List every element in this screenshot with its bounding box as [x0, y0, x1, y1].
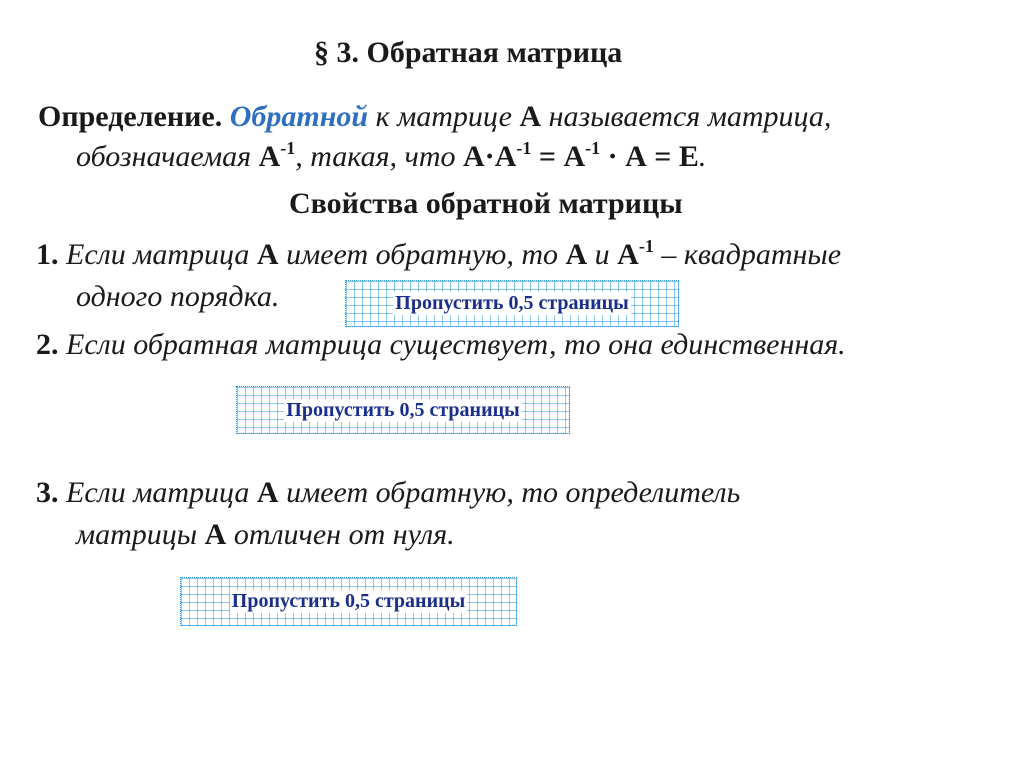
skip-half-page-button-1[interactable]: [345, 280, 679, 327]
property-2: [36, 328, 846, 362]
property-1-line-2: одного порядка.: [76, 280, 280, 313]
equation-part: · А = Е: [600, 140, 699, 173]
definition-text: называется матрица,: [541, 100, 832, 133]
equation: [463, 140, 699, 173]
property-3-line-1: [36, 476, 740, 510]
property-text: – квадратные: [653, 238, 842, 271]
property-text: имеет обратную, то определитель: [278, 476, 741, 509]
properties-heading: Свойства обратной матрицы: [289, 187, 683, 220]
definition-line-2: [76, 140, 706, 174]
property-number: 3.: [36, 476, 59, 509]
property-number: 2.: [36, 328, 59, 361]
matrix-symbol: А: [258, 140, 281, 173]
definition-text: .: [698, 140, 707, 173]
dot-operator: ·: [484, 140, 495, 173]
property-text: Если обратная матрица существует, то она единственная.: [58, 328, 846, 361]
definition-text: , такая, что: [295, 140, 463, 173]
matrix-symbol: А: [463, 140, 485, 173]
inverse-exponent: -1: [280, 138, 296, 158]
definition-text: к матрице: [368, 100, 520, 133]
inverse-exponent: -1: [516, 138, 532, 158]
property-text: Если матрица: [58, 476, 257, 509]
property-number: 1.: [36, 238, 59, 271]
matrix-symbol: А: [617, 238, 639, 271]
property-text: отличен от нуля.: [226, 518, 455, 551]
section-title: § 3. Обратная матрица: [314, 36, 623, 69]
matrix-symbol: А: [204, 518, 227, 551]
inverse-exponent: -1: [638, 236, 654, 256]
matrix-symbol: А: [565, 238, 588, 271]
definition-label: Определение.: [38, 100, 223, 133]
property-1-line-1: [36, 238, 841, 272]
inverse-exponent: -1: [585, 138, 601, 158]
property-text: имеет обратную, то: [278, 238, 566, 271]
matrix-symbol: А: [256, 238, 279, 271]
property-text: Если матрица: [58, 238, 257, 271]
definition-text: обозначаемая: [76, 140, 259, 173]
property-3-line-2: [76, 518, 455, 552]
skip-button-label: Пропустить 0,5 страницы: [395, 292, 629, 314]
skip-button-label: Пропустить 0,5 страницы: [286, 398, 520, 421]
skip-half-page-button-2[interactable]: [236, 386, 570, 434]
property-text: и: [587, 238, 618, 271]
skip-half-page-button-3[interactable]: [180, 577, 517, 626]
skip-button-label: Пропустить 0,5 страницы: [231, 590, 466, 612]
matrix-symbol: А: [519, 100, 542, 133]
definition-line-1: [38, 100, 831, 134]
matrix-symbol: А: [494, 140, 517, 173]
matrix-symbol: А: [256, 476, 279, 509]
equation-part: = А: [531, 140, 586, 173]
definition-highlight: Обратной: [229, 100, 369, 133]
property-text: матрицы: [76, 518, 205, 551]
